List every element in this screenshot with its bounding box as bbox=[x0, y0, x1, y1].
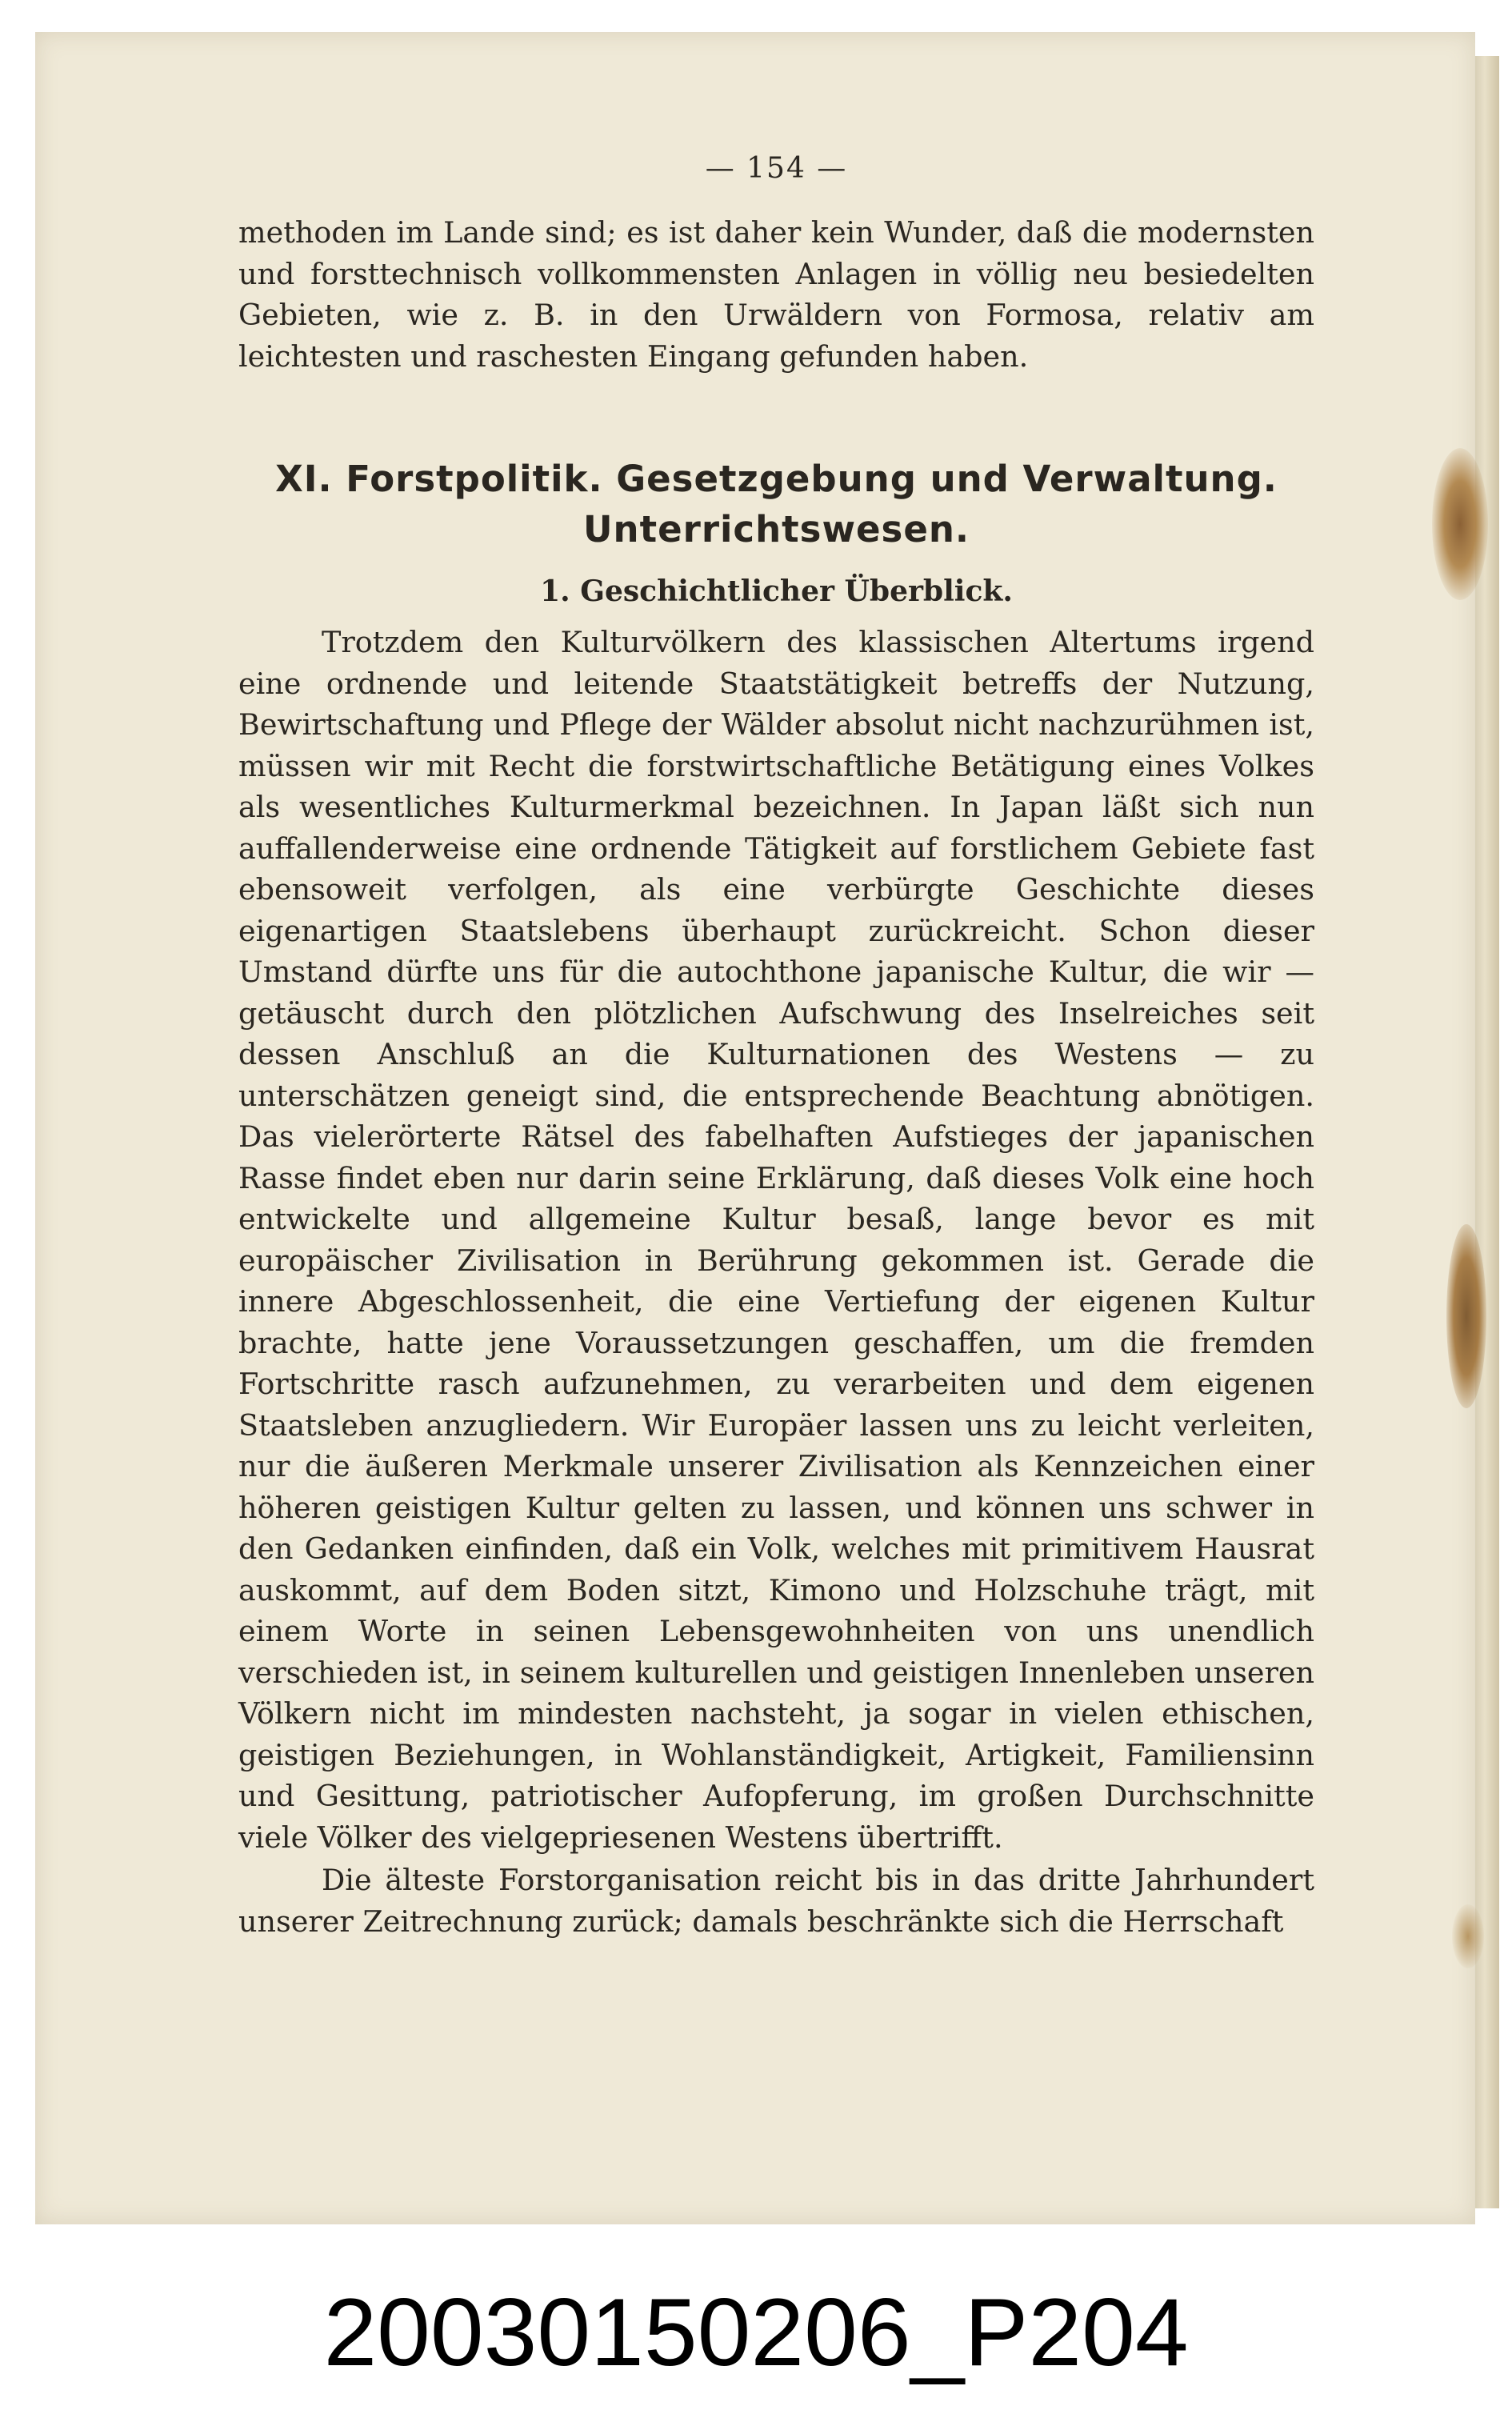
water-stain bbox=[1432, 448, 1488, 600]
chapter-title-line-1: XI. Forstpolitik. Gesetzgebung und Verwaltung. bbox=[275, 458, 1278, 500]
page-content bbox=[238, 152, 1314, 1942]
water-stain bbox=[1452, 1904, 1484, 1968]
archive-id-label: 20030150206_P204 bbox=[323, 2279, 1189, 2386]
chapter-title-line-2: Unterrichtswesen. bbox=[583, 508, 970, 550]
body-paragraph-2: Die älteste Forstorganisation reicht bis in das dritte Jahrhundert unserer Zeitrechnung zurück; damals beschränkte sich die Herrschaft bbox=[238, 1863, 1314, 1939]
page-number: — 154 — bbox=[705, 152, 848, 185]
body-paragraph-1: Trotzdem den Kulturvölkern des klassischen Altertums irgend eine ordnende und leitende Staatstätigkeit betreffs der Nutzung, Bewirtschaftung und Pflege der Wälder absolut nicht nachzurühmen ist, müssen wir mit Recht die forstwirtschaftliche Betätigung eines Volkes als wesentliches Kulturmerkmal bezeichnen. In Japan läßt sich nun auffallenderweise eine ordnende Tätigkeit auf forstlichem Gebiete fast ebensoweit verfolgen, als eine verbürgte Geschichte dieses eigenartigen Staatslebens überhaupt zurückreicht. Schon dieser Umstand dürfte uns für die autochthone japanische Kultur, die wir — getäuscht durch den plötzlichen Aufschwung des Inselreiches seit dessen Anschluß an die Kulturnationen des Westens — zu unterschätzen geneigt sind, die entsprechende Beachtung abnötigen. Das vielerörterte Rätsel des fabelhaften Aufstieges der japanischen Rasse findet eben nur darin seine Erklärung, daß dieses Volk eine hoch entwickelte und allgemeine Kultur besaß, lange bevor es mit europäischer Zivilisation in Berührung gekommen ist. Gerade die innere Abgeschlossenheit, die eine Vertiefung der eigenen Kultur brachte, hatte jene Voraussetzungen geschaffen, um die fremden Fortschritte rasch aufzunehmen, zu verarbeiten und dem eigenen Staatsleben anzugliedern. Wir Europäer lassen uns zu leicht verleiten, nur die äußeren Merkmale unserer Zivilisation als Kennzeichen einer höheren geistigen Kultur gelten zu lassen, und können uns schwer in den Gedanken einfinden, daß ein Volk, welches mit primitivem Hausrat auskommt, auf dem Boden sitzt, Kimono und Holzschuhe trägt, mit einem Worte in seinen Lebensgewohnheiten von uns unendlich verschieden ist, in seinem kulturellen und geistigen Innenleben unseren Völkern nicht im mindesten nachsteht, ja sogar in vielen ethischen, geistigen Beziehungen, in Wohlanständigkeit, Artigkeit, Familiensinn und Gesittung, patriotischer Aufopferung, im großen Durchschnitte viele Völker des vielgepriesenen Westens übertrifft. bbox=[238, 625, 1314, 1855]
chapter-title bbox=[238, 454, 1314, 554]
water-stain bbox=[1446, 1224, 1486, 1408]
page-edge bbox=[1475, 56, 1499, 2208]
opening-paragraph: methoden im Lande sind; es ist daher kein Wunder, daß die modernsten und forsttechnisch vollkommensten Anlagen in völlig neu besiedelten Gebieten, wie z. B. in den Urwäldern von Formosa, relativ am leichtesten und raschesten Eingang gefunden haben. bbox=[238, 215, 1314, 374]
section-title: 1. Geschichtlicher Überblick. bbox=[540, 574, 1013, 608]
